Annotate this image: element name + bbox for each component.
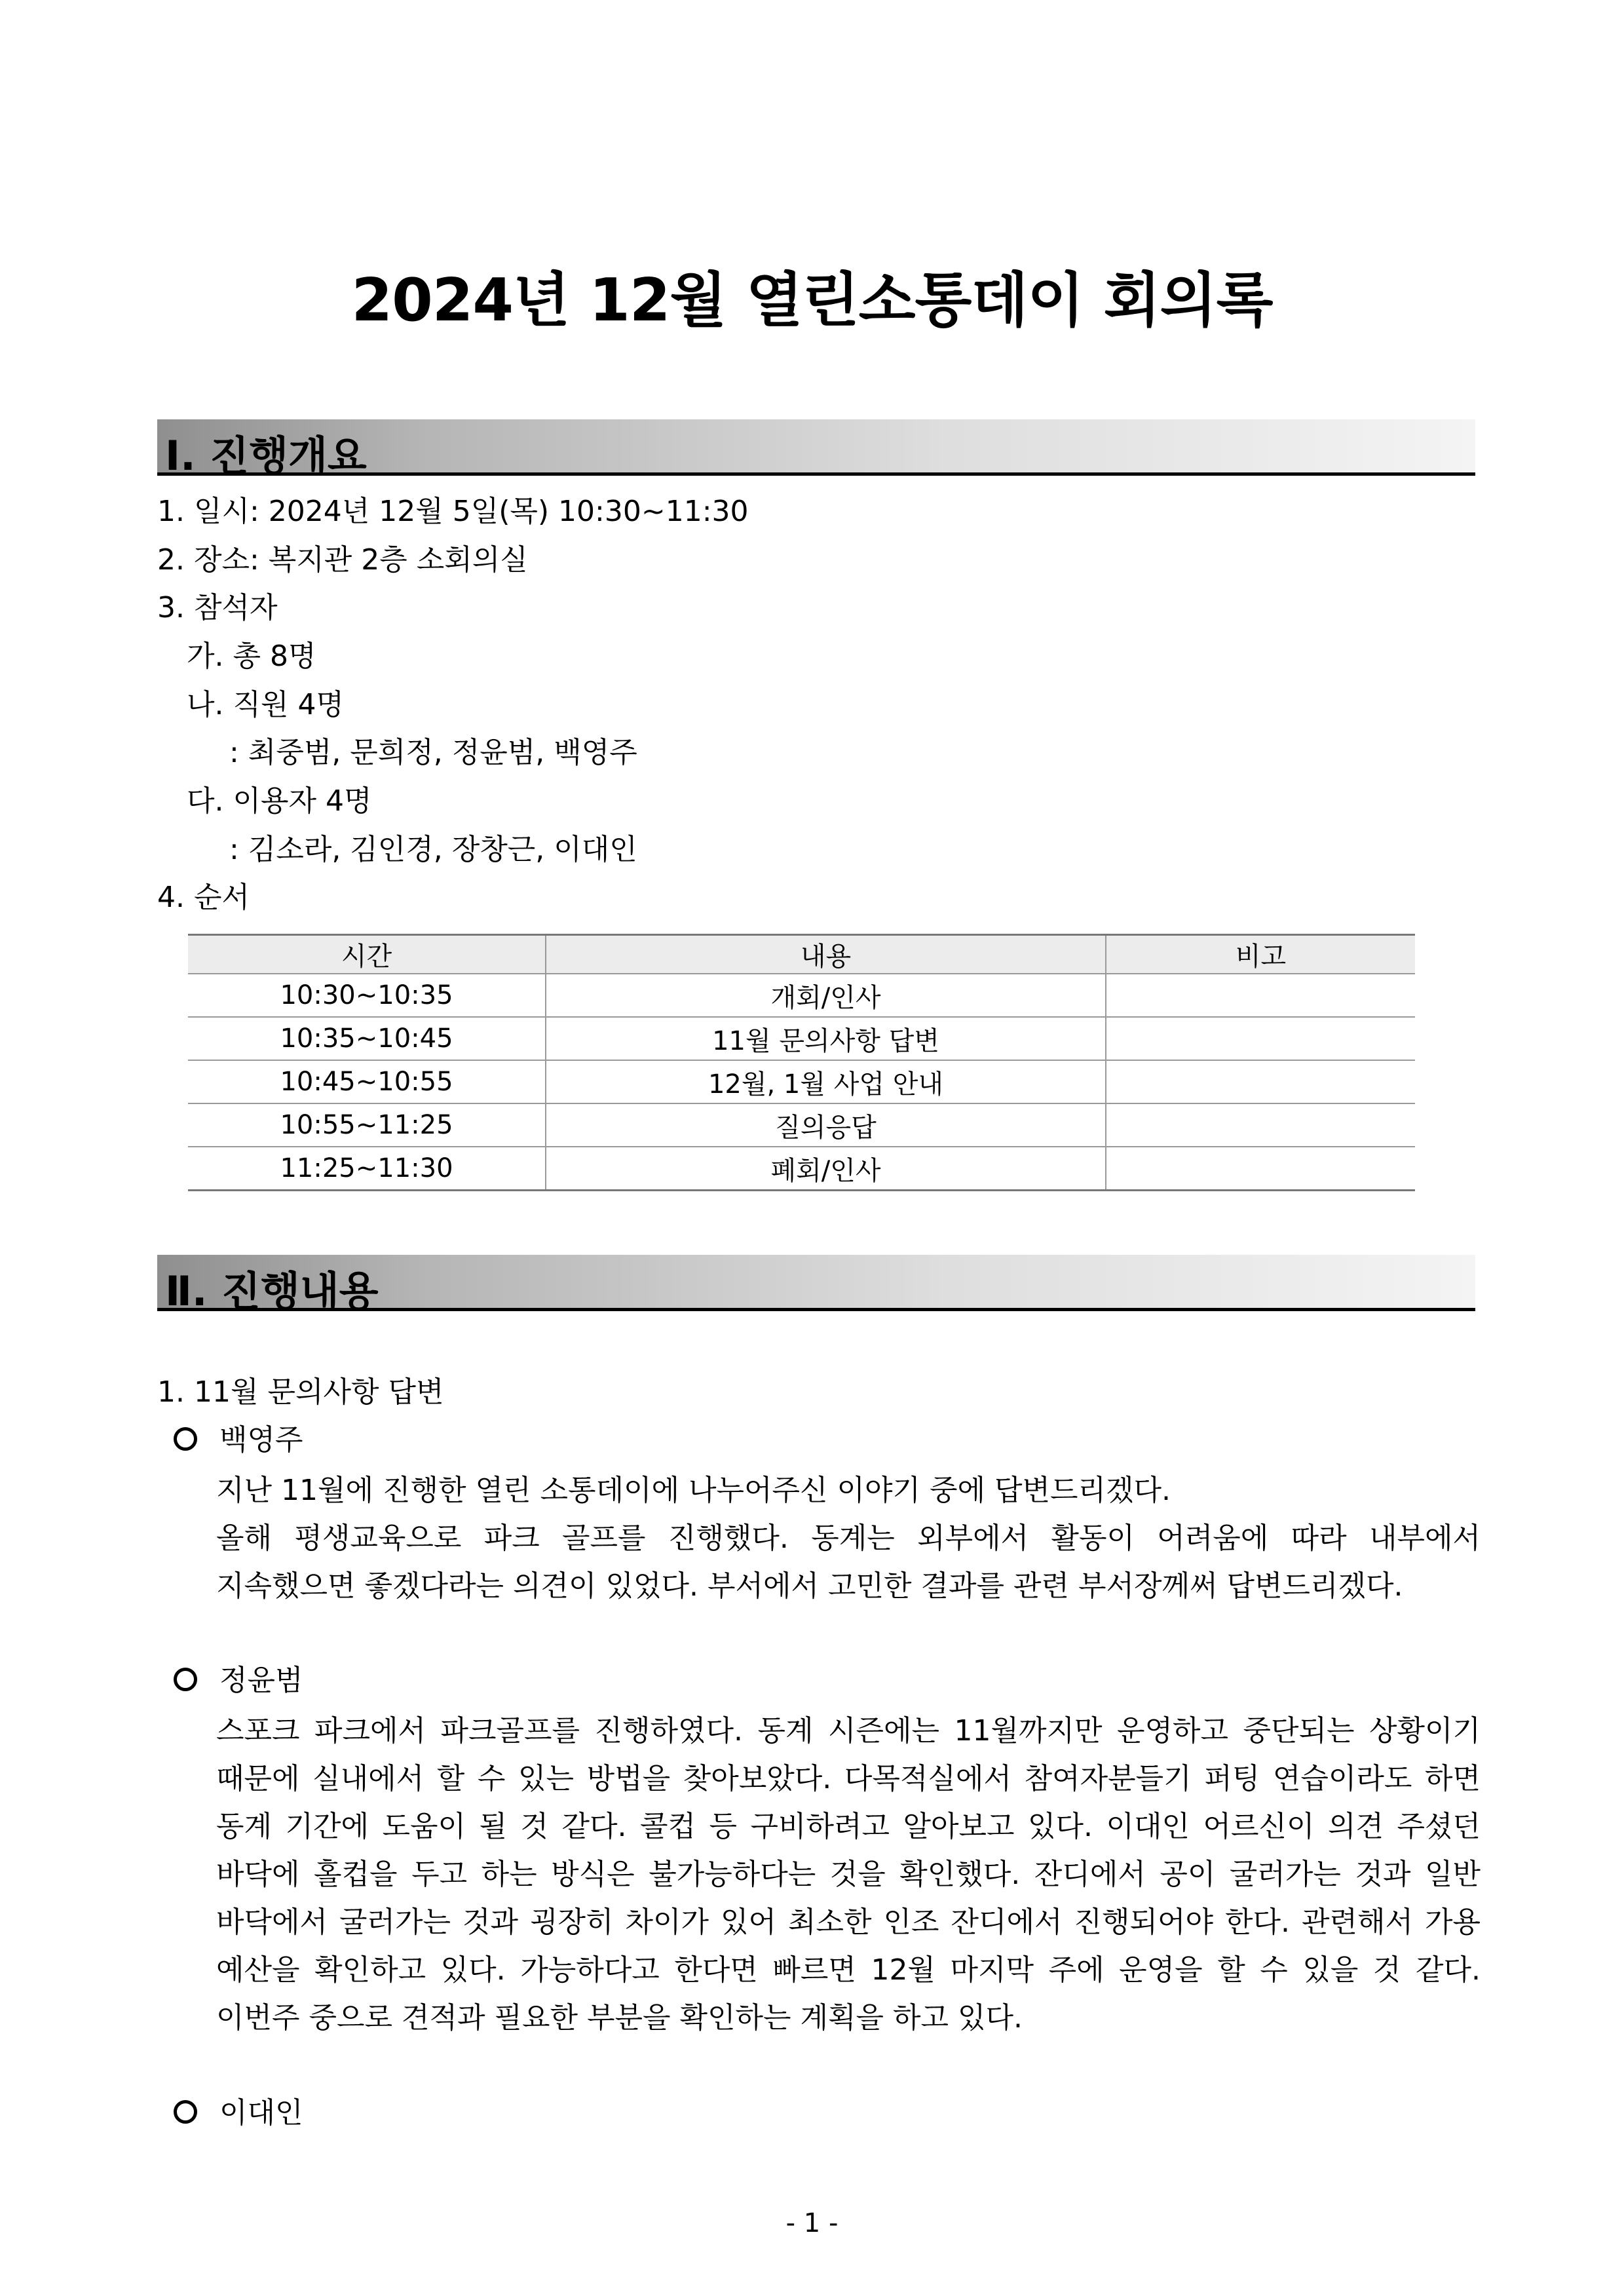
speaker-1-line-1: 지난 11월에 진행한 열린 소통데이에 나누어주신 이야기 중에 답변드리겠다. xyxy=(216,1474,1171,1507)
cell-time: 10:35~10:45 xyxy=(188,1017,546,1060)
section-2-heading: Ⅱ. 진행내용 xyxy=(165,1267,379,1315)
cell-note xyxy=(1106,1060,1415,1103)
overview-item-place: 2. 장소: 복지관 2층 소회의실 xyxy=(157,543,528,577)
cell-note xyxy=(1106,1147,1415,1191)
table-header-row xyxy=(188,935,1415,974)
cell-time: 11:25~11:30 xyxy=(188,1147,546,1191)
attendees-total: 가. 총 8명 xyxy=(187,640,316,673)
circle-bullet-icon xyxy=(174,1668,197,1691)
circle-bullet-icon xyxy=(174,2100,197,2124)
speaker-3 xyxy=(174,2094,303,2133)
overview-item-order: 4. 순서 xyxy=(157,881,250,914)
cell-content: 개회/인사 xyxy=(546,974,1106,1017)
cell-note xyxy=(1106,974,1415,1017)
cell-note xyxy=(1106,1017,1415,1060)
speaker-1 xyxy=(174,1421,303,1460)
column-header-note: 비고 xyxy=(1106,935,1415,974)
cell-content: 폐회/인사 xyxy=(546,1147,1106,1191)
table-row xyxy=(188,1017,1415,1060)
schedule-table xyxy=(188,934,1415,1191)
cell-content: 11월 문의사항 답변 xyxy=(546,1017,1106,1060)
speaker-2 xyxy=(174,1661,303,1700)
circle-bullet-icon xyxy=(174,1427,197,1451)
cell-time: 10:30~10:35 xyxy=(188,974,546,1017)
table-row xyxy=(188,1103,1415,1147)
speaker-name: 정윤범 xyxy=(219,1664,303,1697)
speaker-2-paragraph: 스포크 파크에서 파크골프를 진행하였다. 동계 시즌에는 11월까지만 운영하고 중단되는 상황이기 때문에 실내에서 할 수 있는 방법을 찾아보았다. 다목적실에서 참여자분들기 퍼팅 연습이라도 하면 동계 기간에 도움이 될 것 같다. 콜컵 등 구비하려고 알아보고 있다. 이대인 어르신이 의견 주셨던 바닥에 홀컵을 두고 하는 방식은 불가능하다는 것을 확인했다. 잔디에서 공이 굴러가는 것과 일반 바닥에서 굴러가는 것과 굉장히 차이가 있어 최소한 인조 잔디에서 진행되어야 한다. 관련해서 가용 예산을 확인하고 있다. 가능하다고 한다면 빠르면 12월 마지막 주에 운영을 할 수 있을 것 같다. 이번주 중으로 견적과 필요한 부분을 확인하는 계획을 하고 있다. xyxy=(216,1714,1481,2035)
attendees-users: 다. 이용자 4명 xyxy=(187,784,372,818)
attendees-user-names: : 김소라, 김인경, 장창근, 이대인 xyxy=(229,833,637,866)
section-1-header xyxy=(157,419,1475,480)
table-row xyxy=(188,1147,1415,1191)
section-2-subheading: 1. 11월 문의사항 답변 xyxy=(157,1375,444,1409)
overview-item-date: 1. 일시: 2024년 12월 5일(목) 10:30~11:30 xyxy=(157,495,749,528)
cell-time: 10:45~10:55 xyxy=(188,1060,546,1103)
attendees-staff-names: : 최중범, 문희정, 정윤범, 백영주 xyxy=(229,736,637,769)
cell-note xyxy=(1106,1103,1415,1147)
section-1-heading: Ⅰ. 진행개요 xyxy=(165,432,367,480)
speaker-name: 이대인 xyxy=(219,2096,303,2130)
speaker-name: 백영주 xyxy=(219,1423,303,1457)
cell-time: 10:55~11:25 xyxy=(188,1103,546,1147)
page-number: - 1 - xyxy=(785,2208,839,2238)
cell-content: 12월, 1월 사업 안내 xyxy=(546,1060,1106,1103)
table-row xyxy=(188,1060,1415,1103)
column-header-time: 시간 xyxy=(188,935,546,974)
speaker-1-paragraph: 올해 평생교육으로 파크 골프를 진행했다. 동계는 외부에서 활동이 어려움에 따라 내부에서 지속했으면 좋겠다라는 의견이 있었다. 부서에서 고민한 결과를 관련 부서장께써 답변드리겠다. xyxy=(216,1521,1481,1603)
overview-item-attendees: 3. 참석자 xyxy=(157,591,278,624)
table-row xyxy=(188,974,1415,1017)
cell-content: 질의응답 xyxy=(546,1103,1106,1147)
attendees-staff: 나. 직원 4명 xyxy=(187,688,344,721)
document-title: 2024년 12월 열린소통데이 회의록 xyxy=(351,266,1273,335)
section-2-header xyxy=(157,1255,1475,1315)
column-header-content: 내용 xyxy=(546,935,1106,974)
